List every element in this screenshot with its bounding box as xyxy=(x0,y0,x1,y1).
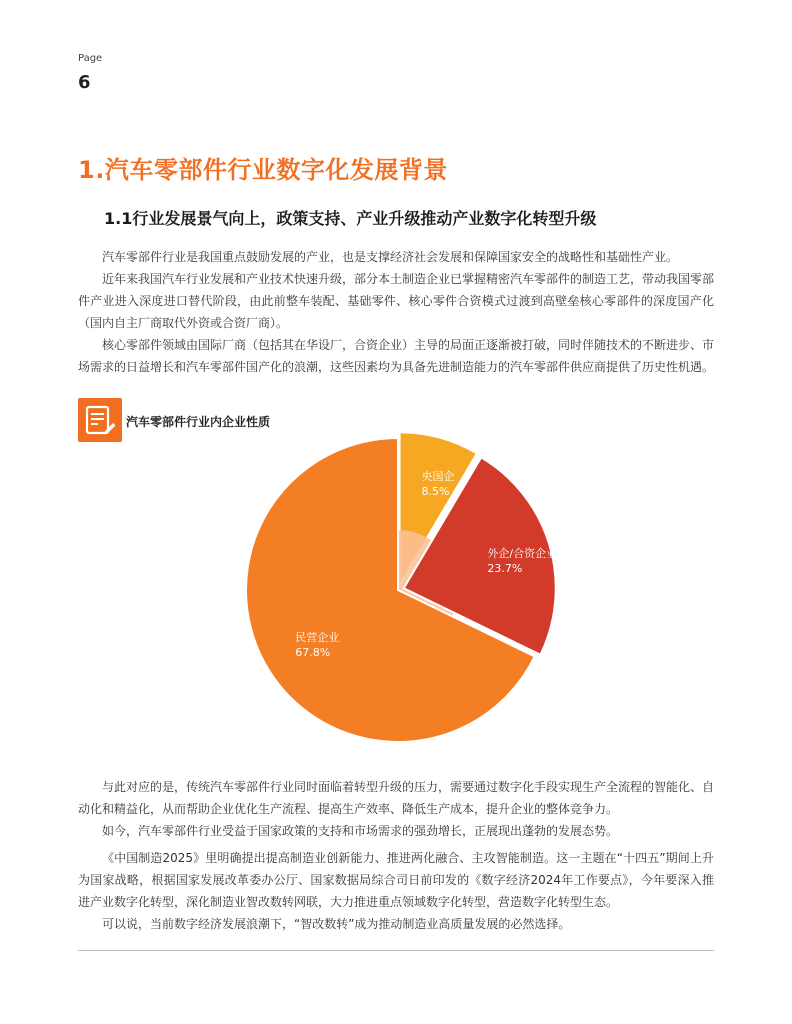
section-heading: 1.汽车零部件行业数字化发展背景 xyxy=(78,156,448,184)
paragraph: 《中国制造2025》里明确提出提高制造业创新能力、推进两化融合、主攻智能制造。这一主题在“十四五”期间上升为国家战略，根据国家发展改革委办公厅、国家数据局综合司日前印发的《数字经济2024年工作要点》，今年要深入推进产业数字化转型，深化制造业智改数转网联，大力推进重点领域数字化转型，营造数字化转型生态。 xyxy=(78,851,714,909)
paragraph: 可以说，当前数字经济发展浪潮下，“智改数转”成为推动制造业高质量发展的必然选择。 xyxy=(102,917,571,931)
slice-label: 外企/合资企业 xyxy=(487,546,558,560)
paragraph: 核心零部件领域由国际厂商（包括其在华设厂，合资企业）主导的局面正逐渐被打破，同时伴随技术的不断进步、市场需求的日益增长和汽车零部件国产化的浪潮，这些因素均为具备先进制造能力的汽车零部件供应商提供了历史性机遇。 xyxy=(78,338,715,374)
subsection-heading: 1.1行业发展景气向上，政策支持、产业升级推动产业数字化转型升级 xyxy=(104,209,597,228)
slice-label: 民营企业 xyxy=(295,631,340,645)
footer-divider xyxy=(78,950,714,951)
paragraph: 如今，汽车零部件行业受益于国家政策的支持和市场需求的强劲增长，正展现出蓬勃的发展态势。 xyxy=(102,824,619,838)
slice-value-label: 8.5% xyxy=(421,484,450,498)
chart-title: 汽车零部件行业内企业性质 xyxy=(126,415,271,429)
paragraph: 近年来我国汽车行业发展和产业技术快速升级，部分本土制造企业已掌握精密汽车零部件的制造工艺，带动我国零部件产业进入深度进口替代阶段，由此前整车装配、基础零件、核心零件合资模式过渡到高壁垒核心零部件的深度国产化（国内自主厂商取代外资或合资厂商）。 xyxy=(78,272,715,330)
slice-value-label: 67.8% xyxy=(295,646,331,660)
document-edit-icon xyxy=(78,398,122,442)
paragraph: 汽车零部件行业是我国重点鼓励发展的产业，也是支撑经济社会发展和保障国家安全的战略性和基础性产业。 xyxy=(102,250,679,264)
paragraph: 与此对应的是，传统汽车零部件行业同时面临着转型升级的压力，需要通过数字化手段实现生产全流程的智能化、自动化和精益化，从而帮助企业优化生产流程、提高生产效率、降低生产成本，提升企业的整体竞争力。 xyxy=(78,780,715,816)
page-number: 6 xyxy=(78,72,91,93)
slice-label: 央国企 xyxy=(421,469,455,483)
pie-chart xyxy=(220,430,580,770)
slice-value-label: 23.7% xyxy=(487,561,523,575)
page-label: Page xyxy=(78,53,103,64)
